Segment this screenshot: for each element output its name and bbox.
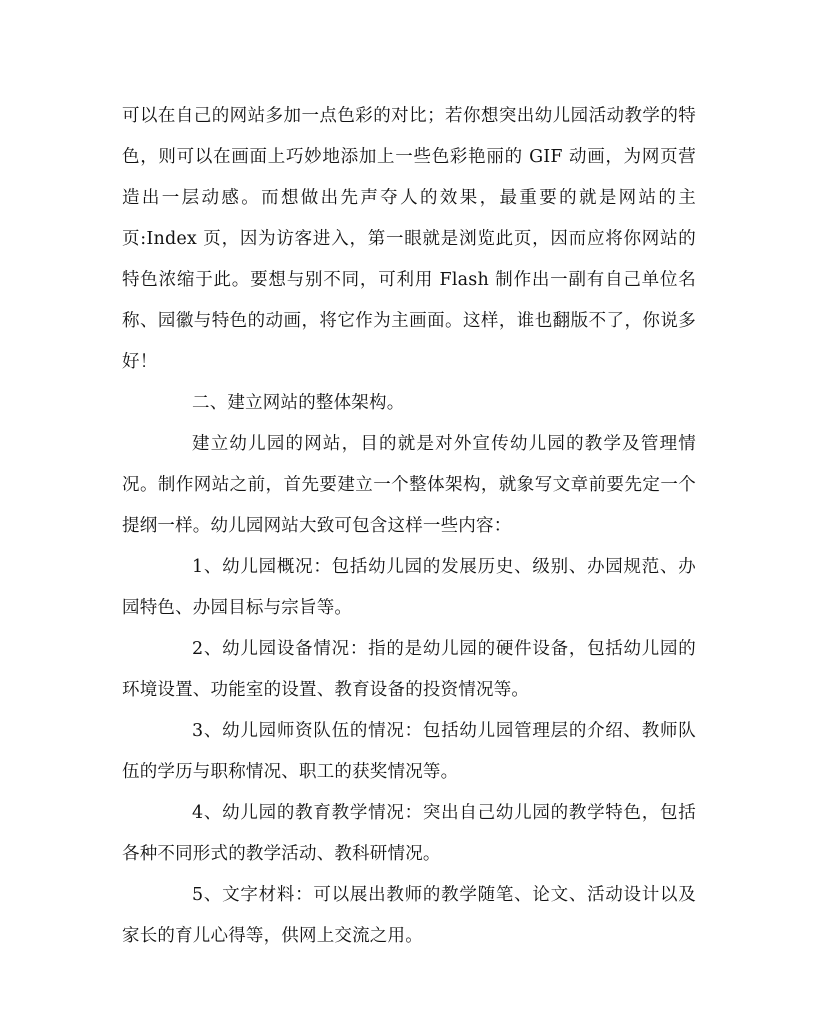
- document-body: [122, 96, 696, 957]
- list-item-4: 4、幼儿园的教育教学情况：突出自己幼儿园的教学特色，包括各种不同形式的教学活动、教科研情况。: [122, 803, 696, 864]
- section-heading-2: 二、建立网站的整体架构。: [192, 393, 405, 413]
- list-item-5: 5、文字材料：可以展出教师的教学随笔、论文、活动设计以及家长的育儿心得等，供网上交流之用。: [122, 885, 696, 946]
- paragraph-intro: 可以在自己的网站多加一点色彩的对比；若你想突出幼儿园活动教学的特色，则可以在画面上巧妙地添加上一些色彩艳丽的 GIF 动画，为网页营造出一层动感。而想做出先声夺人的效果，最重要的就是网站的主页:Index 页，因为访客进入，第一眼就是浏览此页，因而应将你网站的特色浓缩于此。要想与别不同，可利用 Flash 制作出一副有自己单位名称、园徽与特色的动画，将它作为主画面。这样，谁也翻版不了，你说多好！: [122, 106, 696, 372]
- list-item-3: 3、幼儿园师资队伍的情况：包括幼儿园管理层的介绍、教师队伍的学历与职称情况、职工的获奖情况等。: [122, 721, 696, 782]
- list-item-1: 1、幼儿园概况：包括幼儿园的发展历史、级别、办园规范、办园特色、办园目标与宗旨等。: [122, 557, 696, 618]
- list-item-2: 2、幼儿园设备情况：指的是幼儿园的硬件设备，包括幼儿园的环境设置、功能室的设置、教育设备的投资情况等。: [122, 639, 696, 700]
- paragraph-architecture: 建立幼儿园的网站，目的就是对外宣传幼儿园的教学及管理情况。制作网站之前，首先要建立一个整体架构，就象写文章前要先定一个提纲一样。幼儿园网站大致可包含这样一些内容：: [122, 434, 696, 536]
